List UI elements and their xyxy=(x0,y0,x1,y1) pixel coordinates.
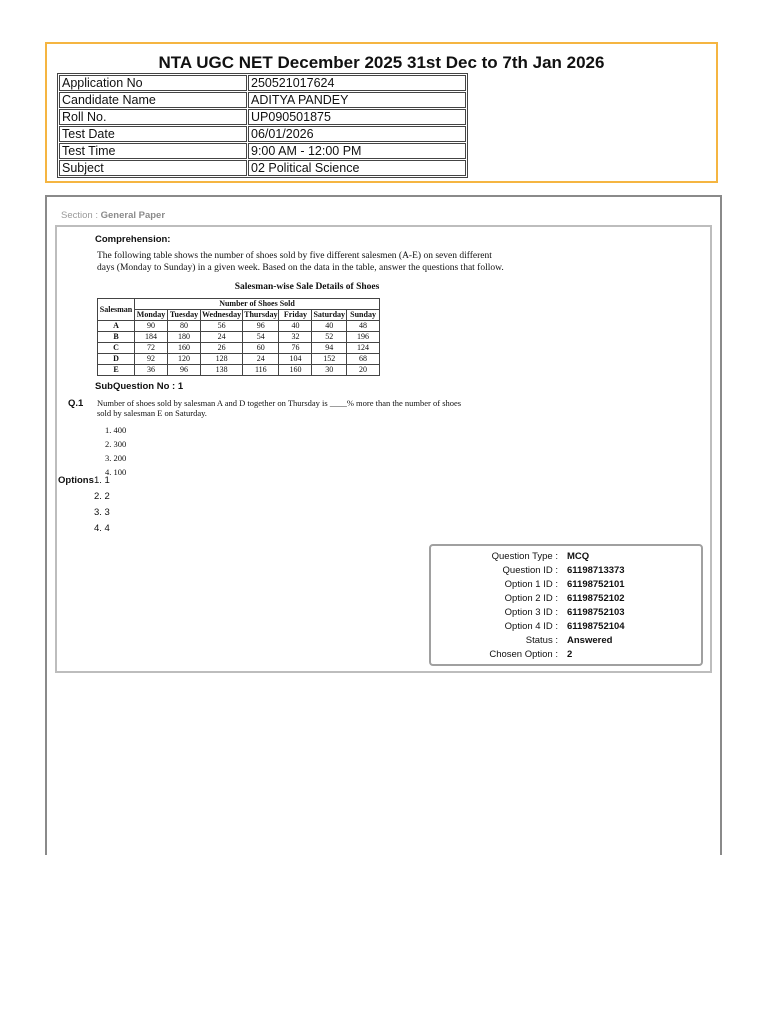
sales-cell: 96 xyxy=(243,321,279,332)
salesman-cell: B xyxy=(98,332,135,343)
meta-row xyxy=(431,550,701,564)
table-row xyxy=(98,343,380,354)
meta-row xyxy=(431,564,701,578)
sales-cell: 120 xyxy=(168,354,201,365)
sales-cell: 30 xyxy=(312,365,347,376)
sales-cell: 72 xyxy=(135,343,168,354)
day-header: Tuesday xyxy=(168,310,201,321)
option-item: 4. 4 xyxy=(94,523,110,534)
info-value: 02 Political Science xyxy=(248,160,466,176)
option-item: 3. 3 xyxy=(94,507,110,518)
meta-value: 61198752104 xyxy=(567,621,625,632)
question-text xyxy=(97,398,477,418)
table-body xyxy=(98,321,380,376)
day-header: Friday xyxy=(279,310,312,321)
info-label: Candidate Name xyxy=(59,92,247,108)
section-label xyxy=(61,210,165,221)
sales-cell: 94 xyxy=(312,343,347,354)
day-header: Sunday xyxy=(347,310,380,321)
question-panel xyxy=(45,195,722,855)
info-value: 9:00 AM - 12:00 PM xyxy=(248,143,466,159)
sales-cell: 80 xyxy=(168,321,201,332)
info-value: ADITYA PANDEY xyxy=(248,92,466,108)
answer-choice: 3. 200 xyxy=(105,453,127,463)
meta-label: Option 4 ID : xyxy=(504,621,558,632)
meta-label: Status : xyxy=(525,635,558,646)
sales-cell: 92 xyxy=(135,354,168,365)
meta-label: Chosen Option : xyxy=(489,649,558,660)
meta-value: MCQ xyxy=(567,551,590,562)
sales-cell: 40 xyxy=(312,321,347,332)
comprehension-heading: Comprehension: xyxy=(95,234,171,245)
question-card xyxy=(55,225,712,673)
table-title: Salesman-wise Sale Details of Shoes xyxy=(234,282,380,292)
sales-cell: 138 xyxy=(201,365,243,376)
sales-cell: 48 xyxy=(347,321,380,332)
sales-cell: 104 xyxy=(279,354,312,365)
sales-cell: 56 xyxy=(201,321,243,332)
sales-cell: 24 xyxy=(243,354,279,365)
info-label: Test Date xyxy=(59,126,247,142)
meta-row xyxy=(431,648,701,662)
sales-cell: 116 xyxy=(243,365,279,376)
section-name: General Paper xyxy=(100,210,166,221)
salesman-cell: A xyxy=(98,321,135,332)
meta-row xyxy=(431,634,701,648)
meta-value: 2 xyxy=(567,649,573,660)
candidate-header xyxy=(45,42,718,183)
meta-row xyxy=(431,606,701,620)
group-header: Number of Shoes Sold xyxy=(135,299,380,310)
meta-value: 61198752102 xyxy=(567,593,625,604)
sales-cell: 52 xyxy=(312,332,347,343)
info-row xyxy=(59,92,466,108)
sales-cell: 90 xyxy=(135,321,168,332)
info-row xyxy=(59,75,466,91)
comprehension-passage xyxy=(97,250,537,274)
table-row xyxy=(98,321,380,332)
info-row xyxy=(59,160,466,176)
passage-line: The following table shows the number of shoes sold by five different salesmen (A-E) on seven different xyxy=(97,251,492,261)
info-row xyxy=(59,143,466,159)
answer-choice: 1. 400 xyxy=(105,425,127,435)
meta-row xyxy=(431,620,701,634)
days-header-row xyxy=(98,310,380,321)
sales-cell: 76 xyxy=(279,343,312,354)
sales-cell: 32 xyxy=(279,332,312,343)
option-item: 1. 1 xyxy=(94,475,110,486)
shoes-sales-table xyxy=(97,298,380,376)
info-label: Application No xyxy=(59,75,247,91)
question-line: Number of shoes sold by salesman A and D together on Thursday is ____% more than the number of shoes xyxy=(97,398,462,408)
sales-cell: 128 xyxy=(201,354,243,365)
sales-cell: 96 xyxy=(168,365,201,376)
info-value: 250521017624 xyxy=(248,75,466,91)
meta-label: Question Type : xyxy=(491,551,558,562)
info-value: 06/01/2026 xyxy=(248,126,466,142)
table-row xyxy=(98,332,380,343)
meta-row xyxy=(431,592,701,606)
passage-line: days (Monday to Sunday) in a given week. Based on the data in the table, answer the questions that follow. xyxy=(97,263,504,273)
day-header: Thursday xyxy=(244,310,278,319)
info-label: Test Time xyxy=(59,143,247,159)
corner-header: Salesman xyxy=(98,299,135,321)
meta-value: 61198713373 xyxy=(567,565,625,576)
sales-cell: 160 xyxy=(279,365,312,376)
question-number: Q.1 xyxy=(68,398,84,409)
sales-cell: 54 xyxy=(243,332,279,343)
day-header: Monday xyxy=(135,310,168,321)
answer-choice: 2. 300 xyxy=(105,439,127,449)
salesman-cell: E xyxy=(98,365,135,376)
sales-cell: 40 xyxy=(279,321,312,332)
sales-cell: 26 xyxy=(201,343,243,354)
salesman-cell: C xyxy=(98,343,135,354)
question-line: sold by salesman E on Saturday. xyxy=(97,408,207,418)
info-row xyxy=(59,109,466,125)
answer-choice: 4. 100 xyxy=(105,467,127,477)
sales-cell: 68 xyxy=(347,354,380,365)
sales-cell: 152 xyxy=(312,354,347,365)
sales-cell: 20 xyxy=(347,365,380,376)
meta-value: 61198752101 xyxy=(567,579,625,590)
salesman-cell: D xyxy=(98,354,135,365)
info-value: UP090501875 xyxy=(248,109,466,125)
sales-cell: 196 xyxy=(347,332,380,343)
option-item: 2. 2 xyxy=(94,491,110,502)
table-header-row xyxy=(98,299,380,310)
meta-row xyxy=(431,578,701,592)
meta-value: Answered xyxy=(567,635,613,646)
candidate-info-table xyxy=(57,73,468,178)
sales-cell: 60 xyxy=(243,343,279,354)
meta-label: Option 3 ID : xyxy=(504,607,558,618)
sales-cell: 184 xyxy=(135,332,168,343)
info-label: Subject xyxy=(59,160,247,176)
info-row xyxy=(59,126,466,142)
sales-cell: 124 xyxy=(347,343,380,354)
day-header: Saturday xyxy=(313,310,346,319)
sales-cell: 24 xyxy=(201,332,243,343)
options-label: Options xyxy=(58,475,94,486)
table-row xyxy=(98,354,380,365)
exam-title: NTA UGC NET December 2025 31st Dec to 7th Jan 2026 xyxy=(158,53,605,72)
meta-value: 61198752103 xyxy=(567,607,625,618)
meta-label: Question ID : xyxy=(502,565,558,576)
section-prefix: Section : xyxy=(61,210,98,221)
subquestion-label: SubQuestion No : 1 xyxy=(95,381,184,392)
meta-label: Option 1 ID : xyxy=(504,579,558,590)
day-header: Wednesday xyxy=(202,310,242,319)
sales-cell: 180 xyxy=(168,332,201,343)
sales-cell: 36 xyxy=(135,365,168,376)
meta-label: Option 2 ID : xyxy=(504,593,558,604)
table-row xyxy=(98,365,380,376)
question-meta-box xyxy=(429,544,703,666)
info-label: Roll No. xyxy=(59,109,247,125)
sales-cell: 160 xyxy=(168,343,201,354)
